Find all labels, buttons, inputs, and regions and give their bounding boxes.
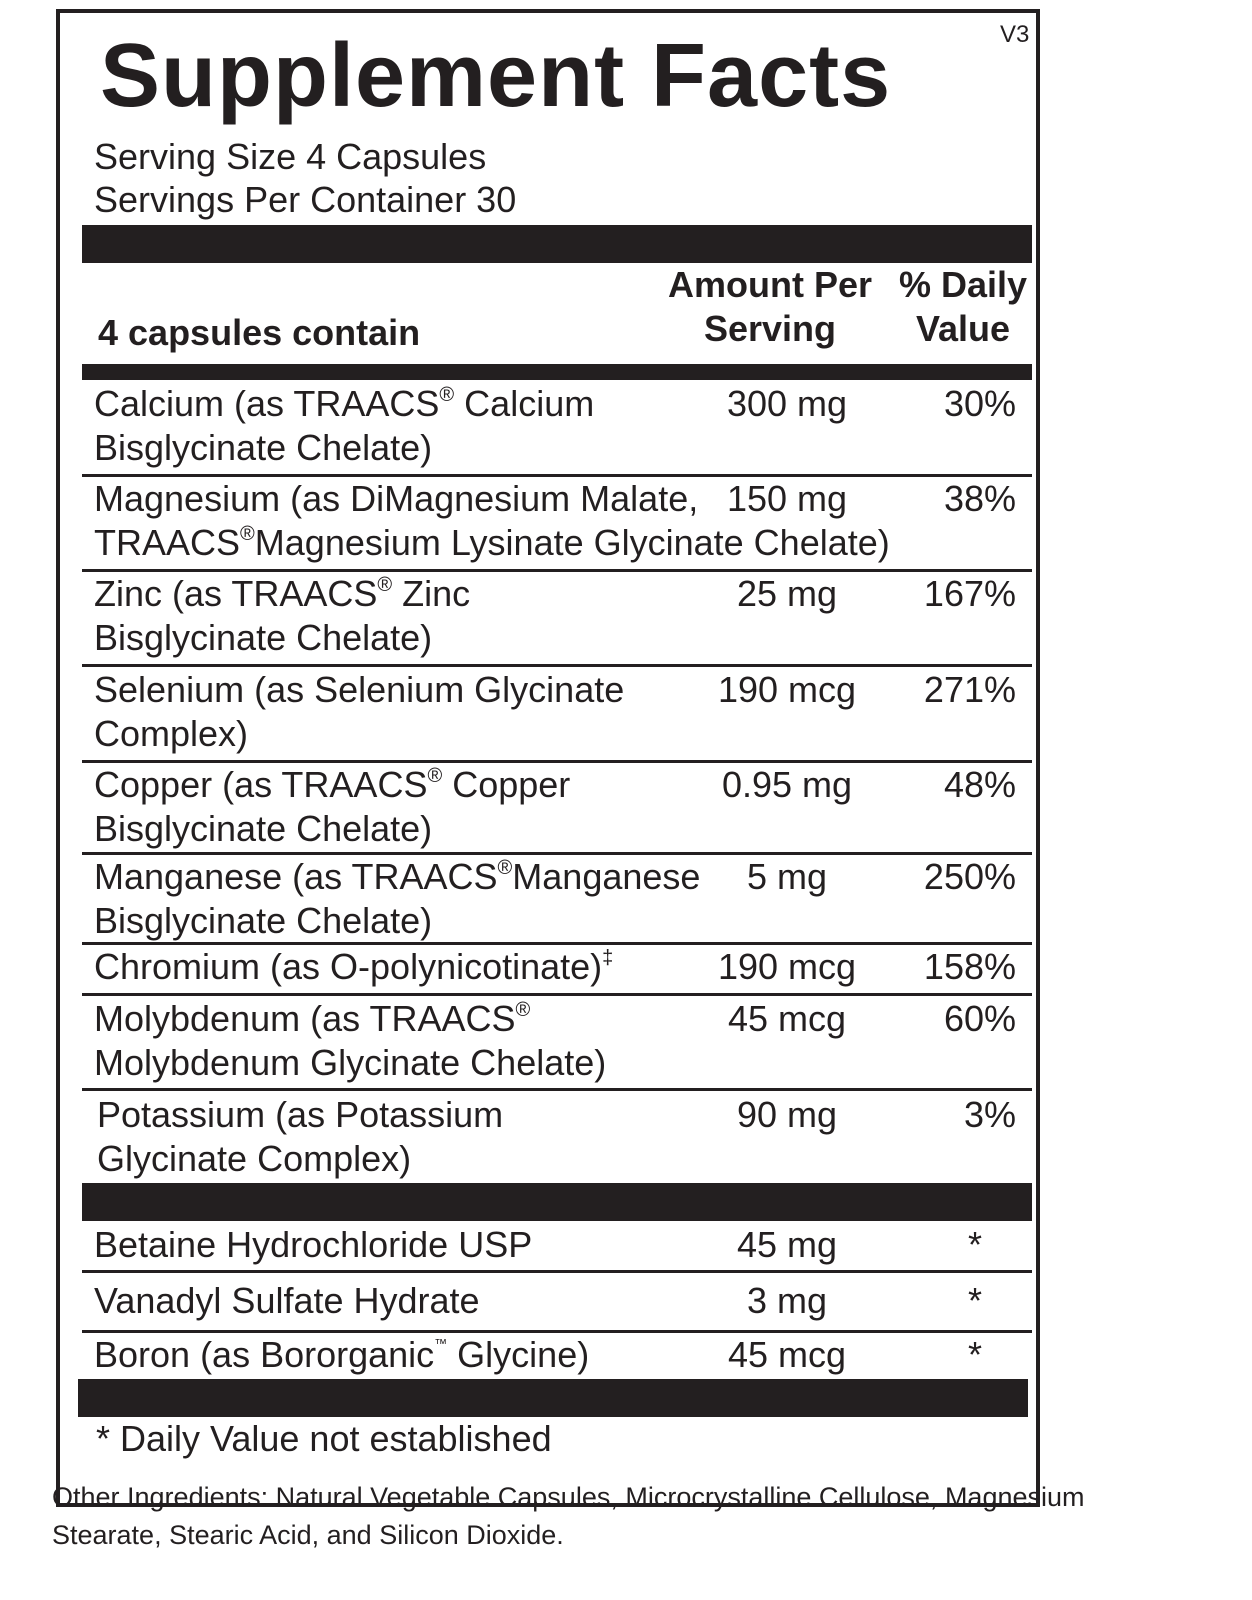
nutrient-name: Copper (as TRAACS® Copper Bisglycinate Chelate) — [94, 764, 571, 849]
header-divider — [82, 364, 1032, 380]
nutrient-daily-value: 167% — [923, 573, 1016, 614]
nutrient-amount: 150 mg — [726, 478, 848, 519]
nutrient-amount: 25 mg — [736, 573, 838, 614]
nutrient-name: Molybdenum (as TRAACS® Molybdenum Glycinate Chelate) — [94, 998, 607, 1083]
column-header-dv-line2: Value — [915, 308, 1011, 349]
nutrient-row-magnesium — [82, 477, 1032, 572]
nutrient-amount: 5 mg — [746, 856, 828, 897]
ingredient-row-betaine — [82, 1223, 1032, 1273]
registered-mark: ® — [377, 574, 393, 596]
column-header-daily-value — [890, 263, 1036, 351]
panel-title: Supplement Facts — [100, 26, 892, 126]
nutrient-amount: 190 mcg — [717, 669, 857, 710]
nutrient-row-molybdenum — [82, 997, 1032, 1091]
nutrient-amount: 90 mg — [736, 1094, 838, 1135]
thick-divider-top — [82, 225, 1032, 263]
nutrient-name: Potassium (as Potassium Glycinate Complex) — [97, 1094, 504, 1179]
serving-size: Serving Size 4 Capsules — [94, 136, 487, 177]
ingredient-daily-value: * — [967, 1334, 982, 1375]
thick-divider-bottom — [78, 1379, 1028, 1417]
nutrient-name: Manganese (as TRAACS®Manganese Bisglycinate Chelate) — [94, 856, 701, 941]
registered-mark: ® — [427, 765, 443, 787]
nutrient-amount: 45 mcg — [727, 998, 847, 1039]
ingredient-amount: 45 mcg — [727, 1334, 847, 1375]
nutrient-name: Calcium (as TRAACS® Calcium Bisglycinate Chelate) — [94, 383, 595, 468]
ingredient-name: Betaine Hydrochloride USP — [94, 1224, 533, 1265]
column-header-amount-line2: Serving — [703, 308, 837, 349]
nutrient-row-manganese — [82, 855, 1032, 945]
column-header-name: 4 capsules contain — [98, 312, 421, 353]
nutrient-row-selenium — [82, 668, 1032, 763]
nutrient-row-zinc — [82, 572, 1032, 667]
trademark-mark: ™ — [434, 1336, 448, 1351]
servings-per-container: Servings Per Container 30 — [94, 179, 517, 220]
nutrient-daily-value: 3% — [963, 1094, 1016, 1135]
nutrient-amount: 0.95 mg — [721, 764, 853, 805]
nutrient-amount: 300 mg — [726, 383, 848, 424]
registered-mark: ® — [497, 857, 513, 879]
nutrient-name: Magnesium (as DiMagnesium Malate, TRAACS®Magnesium Lysinate Glycinate Chelate) — [94, 478, 890, 563]
registered-mark: ® — [439, 384, 455, 406]
nutrient-daily-value: 48% — [943, 764, 1016, 805]
thick-divider-middle — [82, 1183, 1032, 1221]
nutrient-daily-value: 38% — [943, 478, 1016, 519]
column-header-amount — [650, 263, 890, 351]
nutrient-daily-value: 60% — [943, 998, 1016, 1039]
version-code: V3 — [1000, 21, 1030, 48]
ingredient-daily-value: * — [967, 1280, 982, 1321]
ingredient-row-vanadyl — [82, 1279, 1032, 1333]
nutrient-daily-value: 271% — [923, 669, 1016, 710]
ingredient-name: Vanadyl Sulfate Hydrate — [94, 1280, 480, 1321]
nutrient-daily-value: 30% — [943, 383, 1016, 424]
ingredient-amount: 3 mg — [746, 1280, 828, 1321]
registered-mark: ® — [515, 999, 531, 1021]
column-header-dv-line1: % Daily — [898, 264, 1028, 305]
ingredient-row-boron — [82, 1333, 1032, 1379]
nutrient-daily-value: 250% — [923, 856, 1016, 897]
nutrient-row-chromium — [82, 945, 1032, 996]
daily-value-footnote: * Daily Value not established — [96, 1418, 552, 1459]
ingredient-daily-value: * — [967, 1224, 982, 1265]
registered-mark: ® — [240, 523, 255, 545]
nutrient-row-copper — [82, 763, 1032, 855]
supplement-facts-panel — [56, 9, 1040, 1507]
nutrient-daily-value: 158% — [923, 946, 1016, 987]
nutrient-row-calcium — [82, 382, 1032, 477]
ingredient-amount: 45 mg — [736, 1224, 838, 1265]
nutrient-name: Chromium (as O-polynicotinate)‡ — [94, 946, 614, 987]
ingredient-name: Boron (as Bororganic™ Glycine) — [94, 1334, 590, 1375]
nutrient-name: Zinc (as TRAACS® Zinc Bisglycinate Chelate) — [94, 573, 471, 658]
column-header-amount-line1: Amount Per — [667, 264, 872, 305]
nutrient-row-potassium — [82, 1093, 1032, 1183]
double-dagger-mark: ‡ — [602, 947, 614, 969]
other-ingredients: Other Ingredients: Natural Vegetable Capsules, Microcrystalline Cellulose, Magnesium Stearate, Stearic Acid, and Silicon Dioxide. — [52, 1482, 1085, 1550]
nutrient-amount: 190 mcg — [717, 946, 857, 987]
nutrient-name: Selenium (as Selenium Glycinate Complex) — [94, 669, 625, 754]
